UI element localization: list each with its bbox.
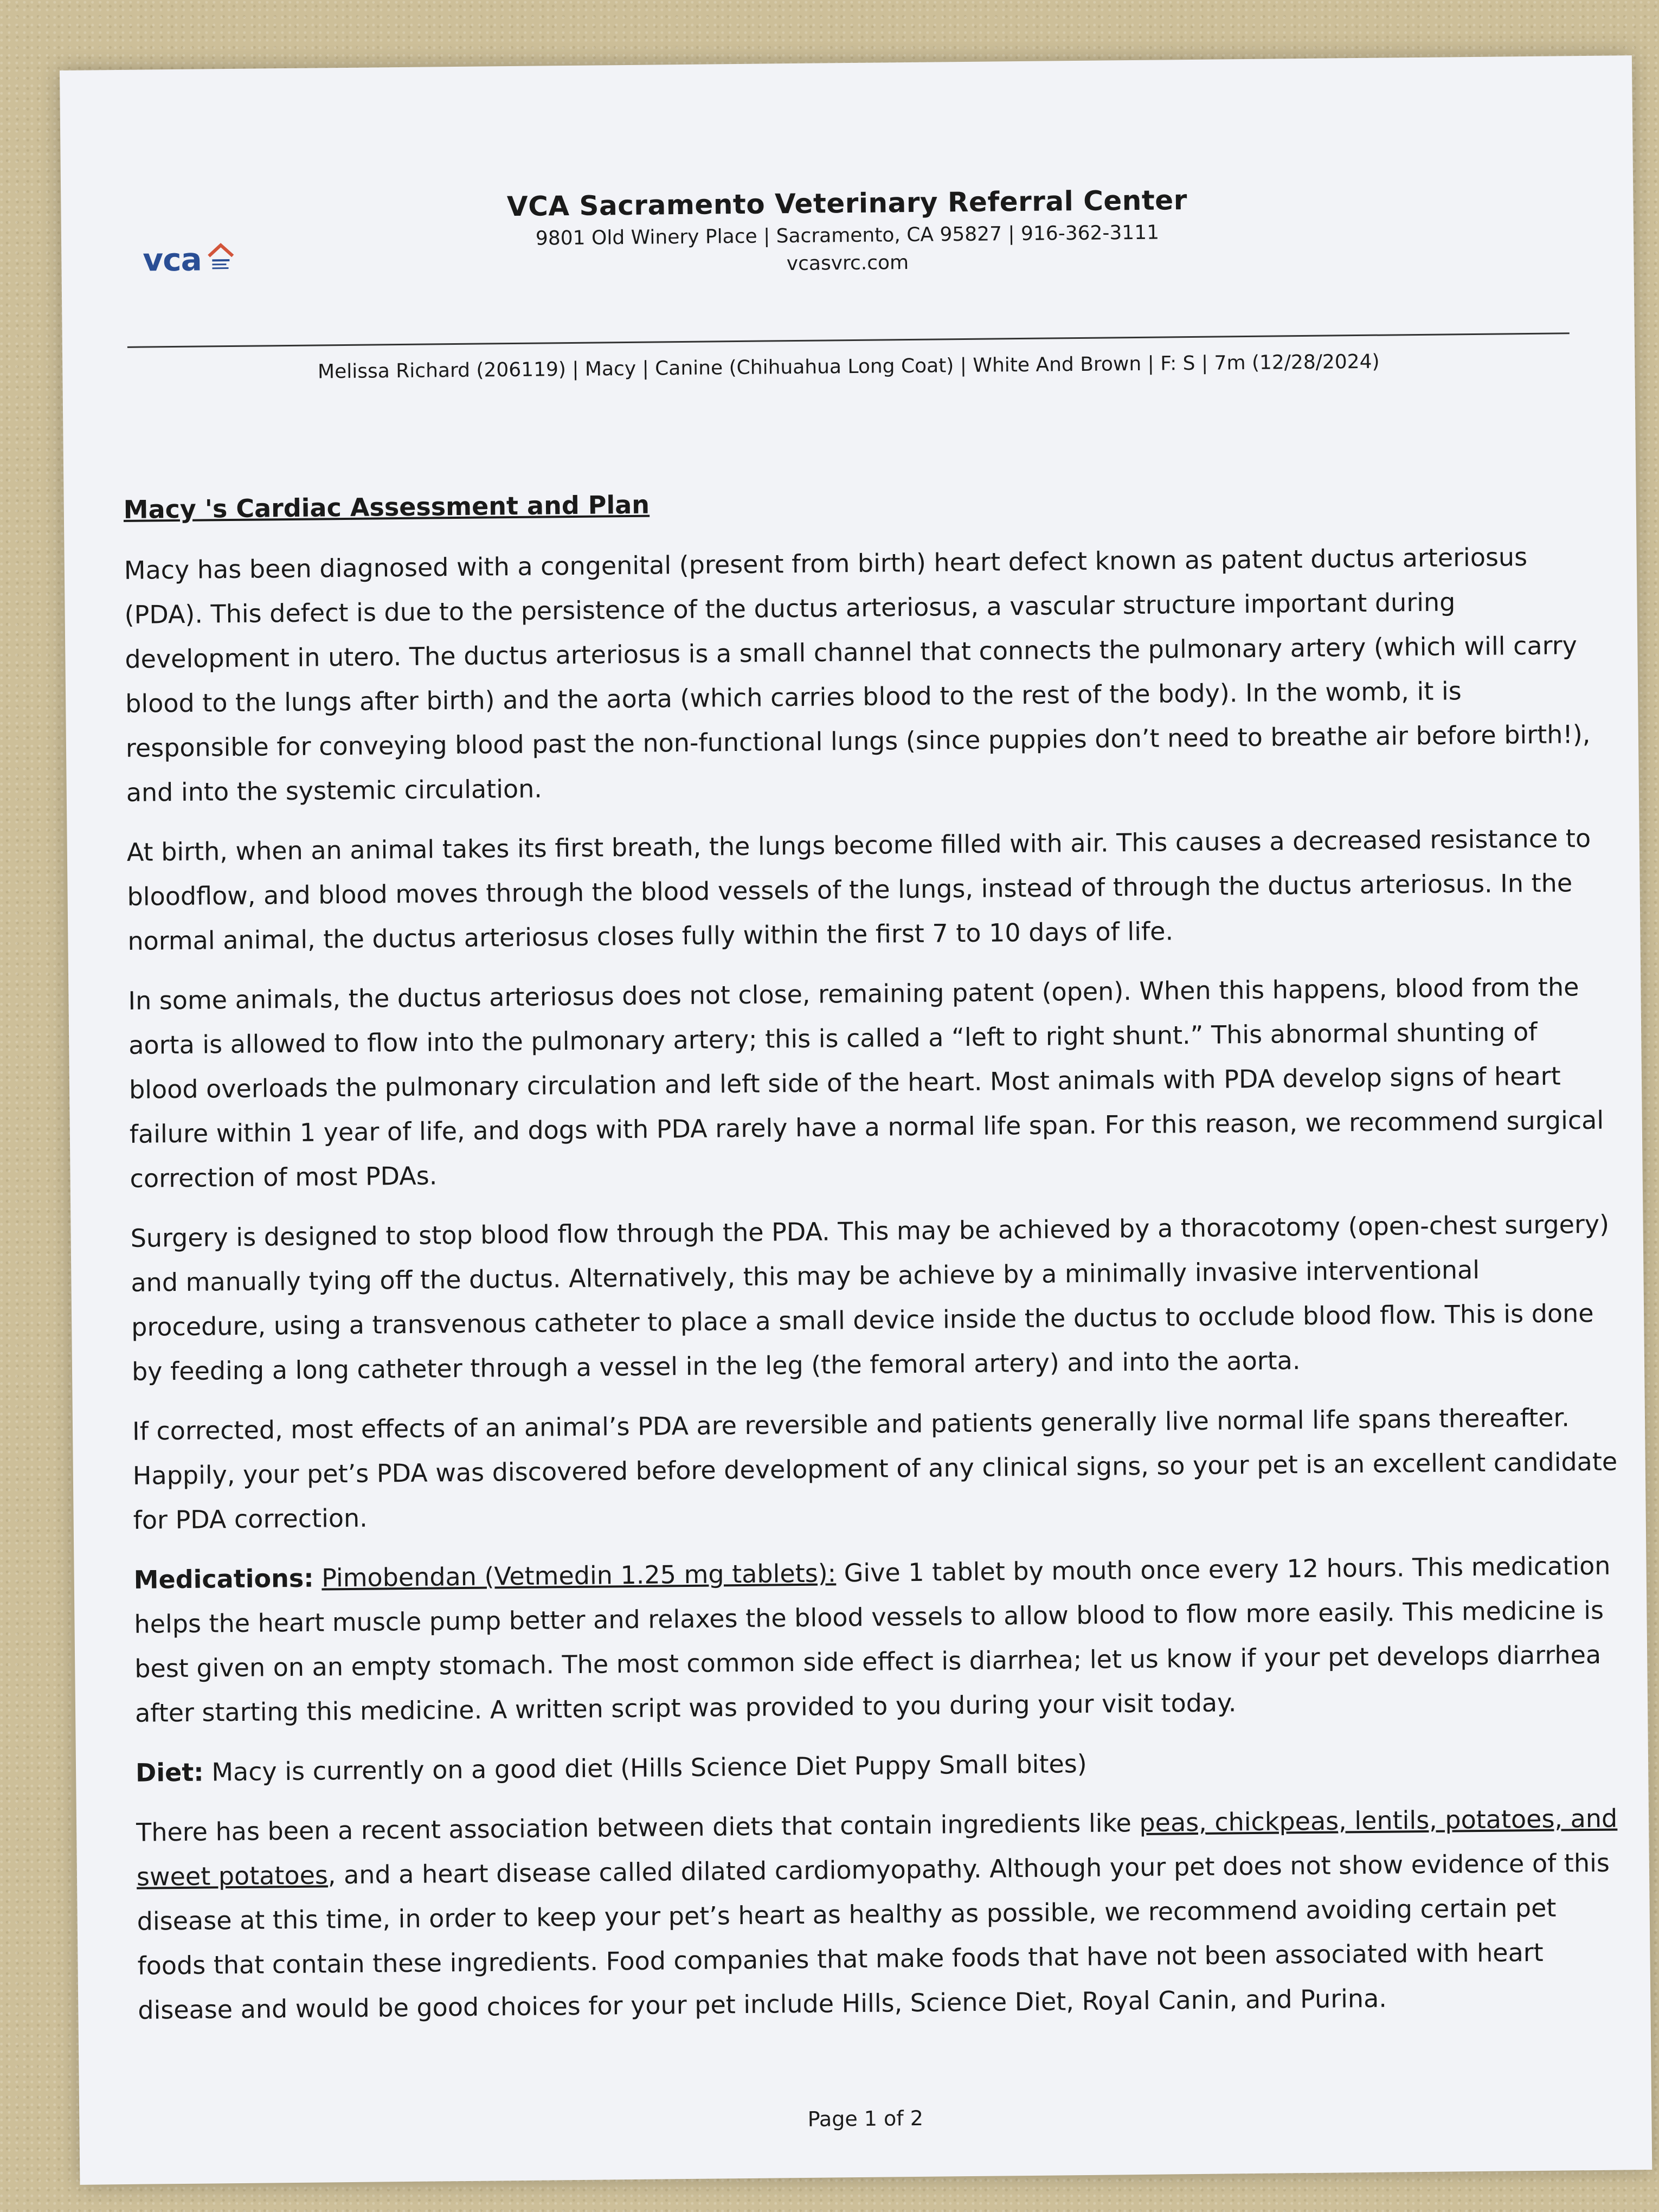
diet-label: Diet: [135,1757,204,1787]
paragraph-surgery: Surgery is designed to stop blood flow through the PDA. This may be achieved by a thoracotomy (open-chest surgery) and manually tying off the ductus. Alternatively, this may be achieve by a minimally invasive interventional procedure, using a transvenous catheter to place a small device inside the ductus to occlude blood flow. This is done by feeding a long catheter through a vessel in the leg (the femoral artery) and into the aorta. [130,1209,1610,1386]
medication-instructions: Give 1 tablet by mouth once every 12 hours. This medication helps the heart muscle pump better and relaxes the blood vessels to allow blood to flow more easily. This medicine is best given on an empty stomach. The most common side effect is diarrhea; let us know if your pet develops diarrhea after starting this medicine. A written script was provided to you during your visit today. [134,1551,1611,1728]
clinic-website: vcasvrc.com [786,251,909,275]
document-title: Macy 's Cardiac Assessment and Plan [123,490,650,524]
document-body [123,473,1624,2048]
clinic-address: 9801 Old Winery Place | Sacramento, CA 95827 | 916-362-3111 [535,221,1160,250]
patient-info: Melissa Richard (206119) | Macy | Canine (Chihuahua Long Coat) | White And Brown | F: S | 7m (12/28/2024) [317,350,1380,383]
diet-section [136,1736,1622,1795]
paragraph-shunt: In some animals, the ductus arteriosus does not close, remaining patent (open). When this happens, blood from the aorta is allowed to flow into the pulmonary artery; this is called a “left to right shunt.” This abnormal shunting of blood overloads the pulmonary circulation and left side of the heart. Most animals with PDA develop signs of heart failure within 1 year of life, and dogs with PDA rarely have a normal life span. For this reason, we recommend surgical correction of most PDAs. [128,972,1604,1193]
header-divider [127,332,1570,348]
paragraph-birth: At birth, when an animal takes its first breath, the lungs become filled with air. This causes a decreased resistance to bloodflow, and blood moves through the blood vessels of the lungs, instead of through the ductus arteriosus. In the normal animal, the ductus arteriosus closes fully within the first 7 to 10 days of life. [126,823,1591,956]
clinic-name: VCA Sacramento Veterinary Referral Center [506,184,1188,223]
diet-ingredients: peas, chickpeas, lentils, potatoes, and sweet potatoes [136,1803,1618,1892]
diet-paragraph [136,1796,1624,2032]
document-page [60,55,1652,2185]
diet-text: Macy is currently on a good diet (Hills Science Diet Puppy Small bites) [211,1748,1087,1787]
medications-section [133,1544,1621,1735]
diet-text-before: There has been a recent association between diets that contain ingredients like [136,1808,1140,1847]
paragraph-prognosis: If corrected, most effects of an animal’s PDA are reversible and patients generally live normal life spans thereafter. Happily, your pet’s PDA was discovered before development of any clinical signs, so your pet is an excellent candidate for PDA correction. [132,1403,1618,1535]
paragraph-diagnosis: Macy has been diagnosed with a congenital (present from birth) heart defect known as patent ductus arteriosus (PDA). This defect is due to the persistence of the ductus arteriosus, a vascular structure important during development in utero. The ductus arteriosus is a small channel that connects the pulmonary artery (which will carry blood to the lungs after birth) and the aorta (which carries blood to the rest of the body). In the womb, it is responsible for conveying blood past the non-functional lungs (since puppies don’t need to breathe air before birth!), and into the systemic circulation. [124,542,1591,807]
logo-text: vca [143,241,202,279]
page-number: Page 1 of 2 [807,2106,924,2131]
medication-name: Pimobendan (Vetmedin 1.25 mg tablets): [321,1558,837,1593]
medications-label: Medications: [133,1563,314,1594]
diet-text-after: , and a heart disease called dilated cardiomyopathy. Although your pet does not show evidence of this disease at this time, in order to keep your pet’s heart as healthy as possible, we recommend avoiding certain pet foods that contain these ingredients. Food companies that make foods that have not been associated with heart disease and would be good choices for your pet include Hills, Science Diet, Royal Canin, and Purina. [137,1848,1610,2025]
letterhead [61,180,1634,282]
